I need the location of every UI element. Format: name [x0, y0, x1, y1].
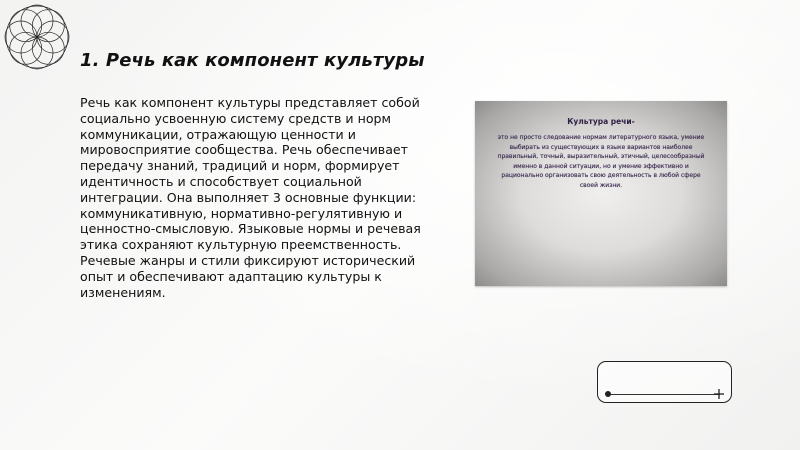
dot-icon[interactable]: [605, 391, 611, 397]
slide-title: 1. Речь как компонент культуры: [80, 50, 425, 71]
quote-image-heading: Культура речи-: [567, 117, 635, 126]
circular-ornament-logo: [2, 2, 72, 72]
slide-body-text: Речь как компонент культуры представляет собой социально усвоенную систему средств и норм коммуникации, отражающую ценности и мировосприятие сообщества. Речь обеспечивает передачу знаний, традиций и норм, формирует идентичность и способствует социальной интеграции. Она выполняет 3 основные функции: коммуникативную, нормативно-регулятивную и ценностно-смысловую. Языковые нормы и речевая этика сохраняют культурную преемственность. Речевые жанры и стили фиксируют исторический опыт и обеспечивают адаптацию культуры к изменениям.: [80, 95, 421, 300]
timeline-widget[interactable]: [597, 361, 732, 403]
timeline-track: [608, 394, 720, 395]
quote-image-text: это не просто следование нормам литературного языка, умение выбирать из существующих в языке вариантов наиболее правильный, точный, выразительный, этичный, целесообразный именно в данной ситуации, но и умение эффективно и рационально организовать свою деятельность в любой сфере своей жизни.: [497, 134, 705, 189]
plus-icon[interactable]: [713, 388, 725, 400]
quote-image: [475, 101, 727, 286]
